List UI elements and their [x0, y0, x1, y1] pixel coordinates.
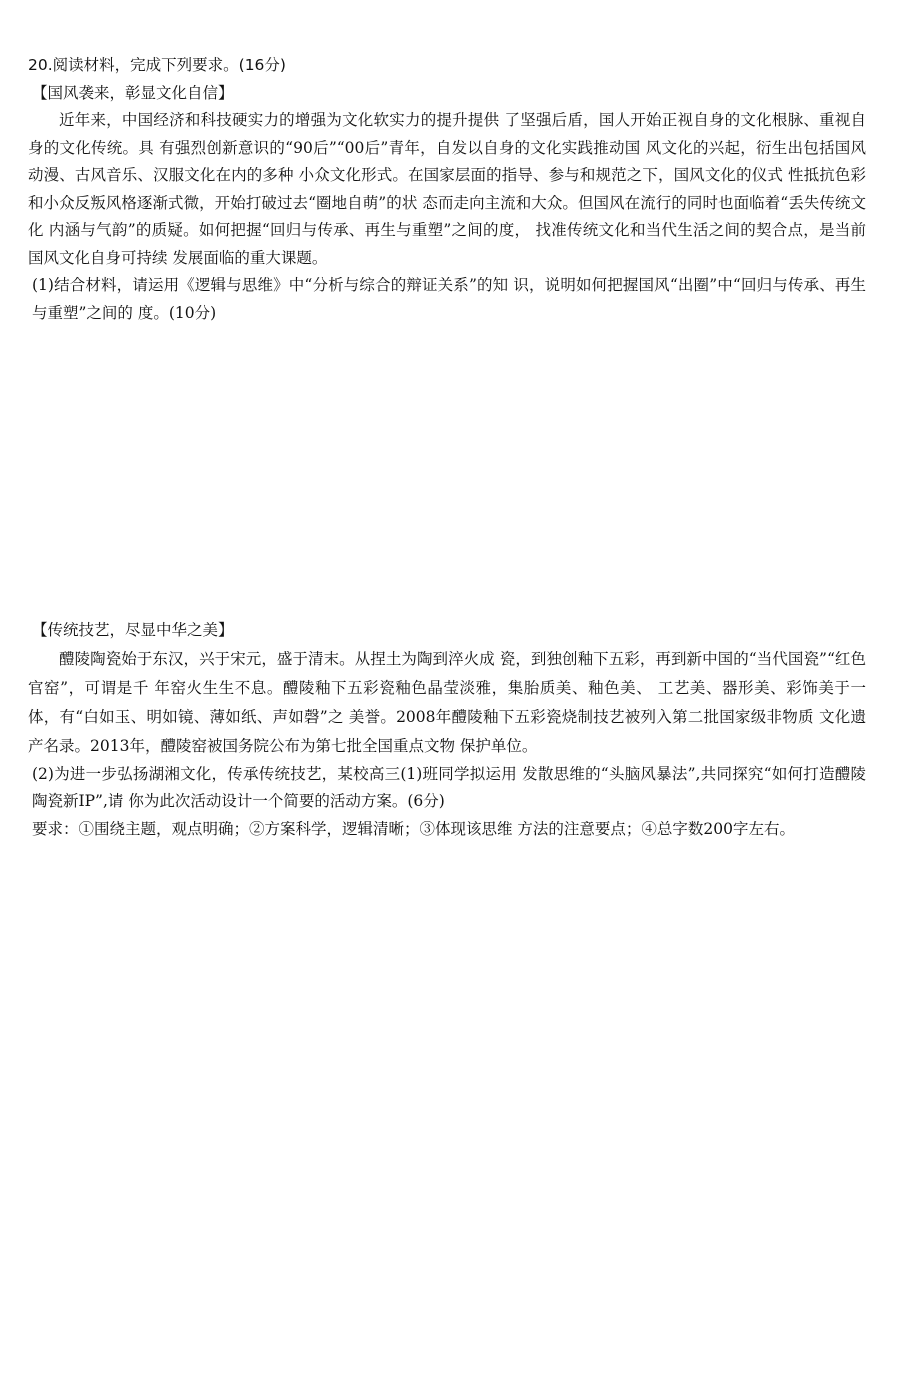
section-national-style — [28, 80, 866, 328]
question-title: 20.阅读材料，完成下列要求。(16分) — [28, 56, 286, 74]
section-traditional-craft — [28, 617, 866, 843]
material-paragraph: 近年来，中国经济和科技硬实力的增强为文化软实力的提升提供 了坚强后盾，国人开始正视自身的文化根脉、重视自身的文化传统。具 有强烈创新意识的“90后”“00后”青年，自发以自身的文化实践推动国 风文化的兴起，衍生出包括国风动漫、古风音乐、汉服文化在内的多种 小众文化形式。在国家层面的指导、参与和规范之下，国风文化的仪式 性抵抗色彩和小众反叛风格逐渐式微，开始打破过去“圈地自萌”的状 态而走向主流和大众。但国风在流行的同时也面临着“丢失传统文化 内涵与气韵”的质疑。如何把握“回归与传承、再生与重塑”之间的度， 找准传统文化和当代生活之间的契合点，是当前国风文化自身可持续 发展面临的重大课题。 — [28, 111, 866, 267]
sub-question-1: (1)结合材料，请运用《逻辑与思维》中“分析与综合的辩证关系”的知 识，说明如何把握国风“出圈”中“回归与传承、再生与重塑”之间的 度。(10分) — [32, 276, 866, 322]
answer-space — [28, 327, 866, 617]
section-heading: 【传统技艺，尽显中华之美】 — [32, 621, 234, 639]
material-paragraph: 醴陵陶瓷始于东汉，兴于宋元，盛于清末。从捏土为陶到淬火成 瓷，到独创釉下五彩，再到新中国的“当代国瓷”“红色官窑”，可谓是千 年窑火生生不息。醴陵釉下五彩瓷釉色晶莹淡雅，集胎质美、釉色美、 工艺美、器形美、彩饰美于一体，有“白如玉、明如镜、薄如纸、声如磬”之 美誉。2008年醴陵釉下五彩瓷烧制技艺被列入第二批国家级非物质 文化遗产名录。2013年，醴陵窑被国务院公布为第七批全国重点文物 保护单位。 — [28, 649, 866, 755]
exam-page — [28, 52, 866, 843]
sub-question-2: (2)为进一步弘扬湖湘文化，传承传统技艺，某校高三(1)班同学拟运用 发散思维的“头脑风暴法”,共同探究“如何打造醴陵陶瓷新IP”,请 你为此次活动设计一个简要的活动方案。(6分) — [32, 764, 866, 810]
requirements-text: 要求：①围绕主题，观点明确；②方案科学，逻辑清晰；③体现该思维 方法的注意要点；④总字数200字左右。 — [32, 819, 796, 838]
section-heading: 【国风袭来，彰显文化自信】 — [32, 83, 234, 102]
